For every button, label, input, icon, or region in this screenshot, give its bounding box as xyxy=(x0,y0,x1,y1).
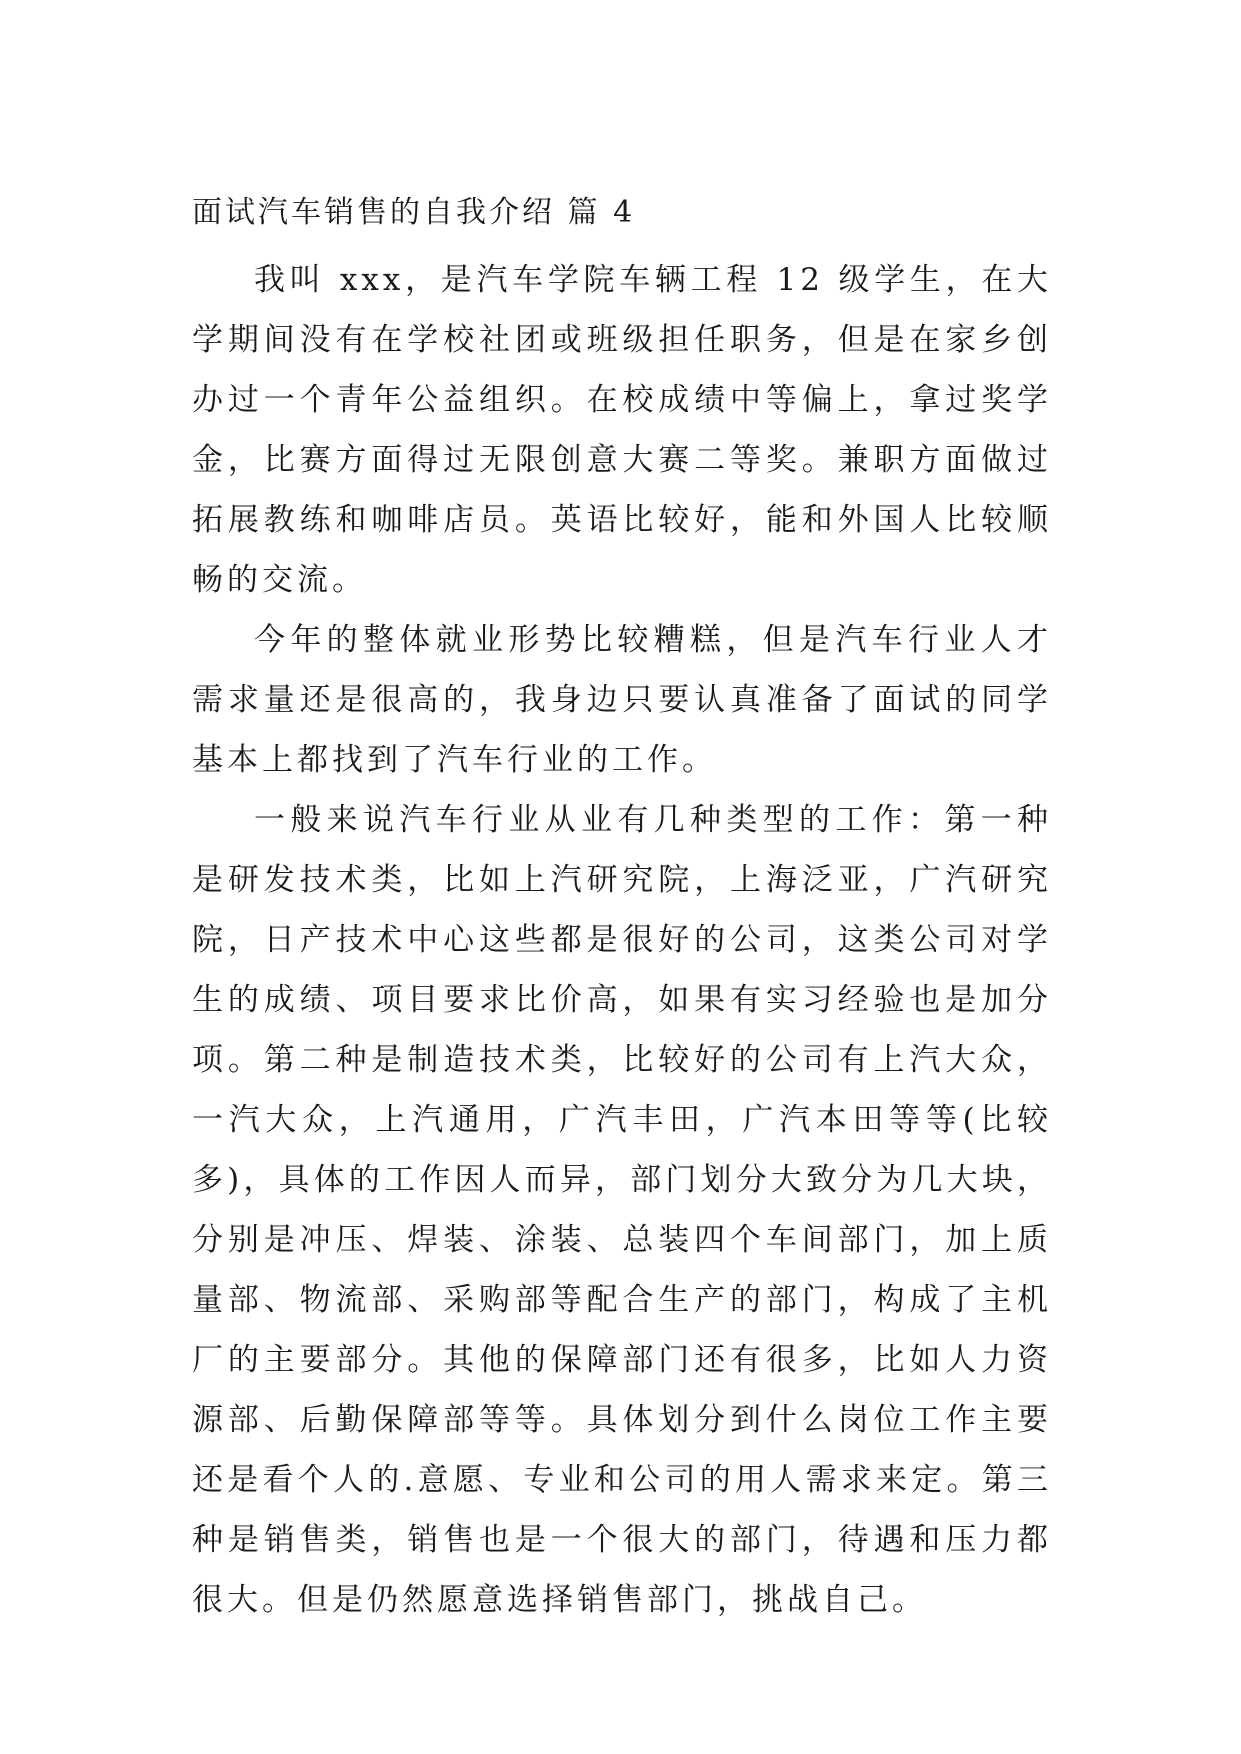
document-body xyxy=(192,188,1052,1630)
document-title: 面试汽车销售的自我介绍 篇 4 xyxy=(192,195,636,230)
paragraph-job-types: 一般来说汽车行业从业有几种类型的工作：第一种是研发技术类，比如上汽研究院，上海泛亚，广汽研究院，日产技术中心这些都是很好的公司，这类公司对学生的成绩、项目要求比价高，如果有实习经验也是加分项。第二种是制造技术类，比较好的公司有上汽大众，一汽大众，上汽通用，广汽丰田，广汽本田等等(比较多)，具体的工作因人而异，部门划分大致分为几大块，分别是冲压、焊装、涂装、总装四个车间部门，加上质量部、物流部、采购部等配合生产的部门，构成了主机厂的主要部分。其他的保障部门还有很多，比如人力资源部、后勤保障部等等。具体划分到什么岗位工作主要还是看个人的.意愿、专业和公司的用人需求来定。第三种是销售类，销售也是一个很大的部门，待遇和压力都很大。但是仍然愿意选择销售部门，挑战自己。 xyxy=(192,802,1052,1618)
paragraph-employment-situation: 今年的整体就业形势比较糟糕，但是汽车行业人才需求量还是很高的，我身边只要认真准备了面试的同学基本上都找到了汽车行业的工作。 xyxy=(192,622,1052,778)
paragraph-self-introduction: 我叫 xxx，是汽车学院车辆工程 12 级学生，在大学期间没有在学校社团或班级担任职务，但是在家乡创办过一个青年公益组织。在校成绩中等偏上，拿过奖学金，比赛方面得过无限创意大赛二等奖。兼职方面做过拓展教练和咖啡店员。英语比较好，能和外国人比较顺畅的交流。 xyxy=(192,262,1052,598)
